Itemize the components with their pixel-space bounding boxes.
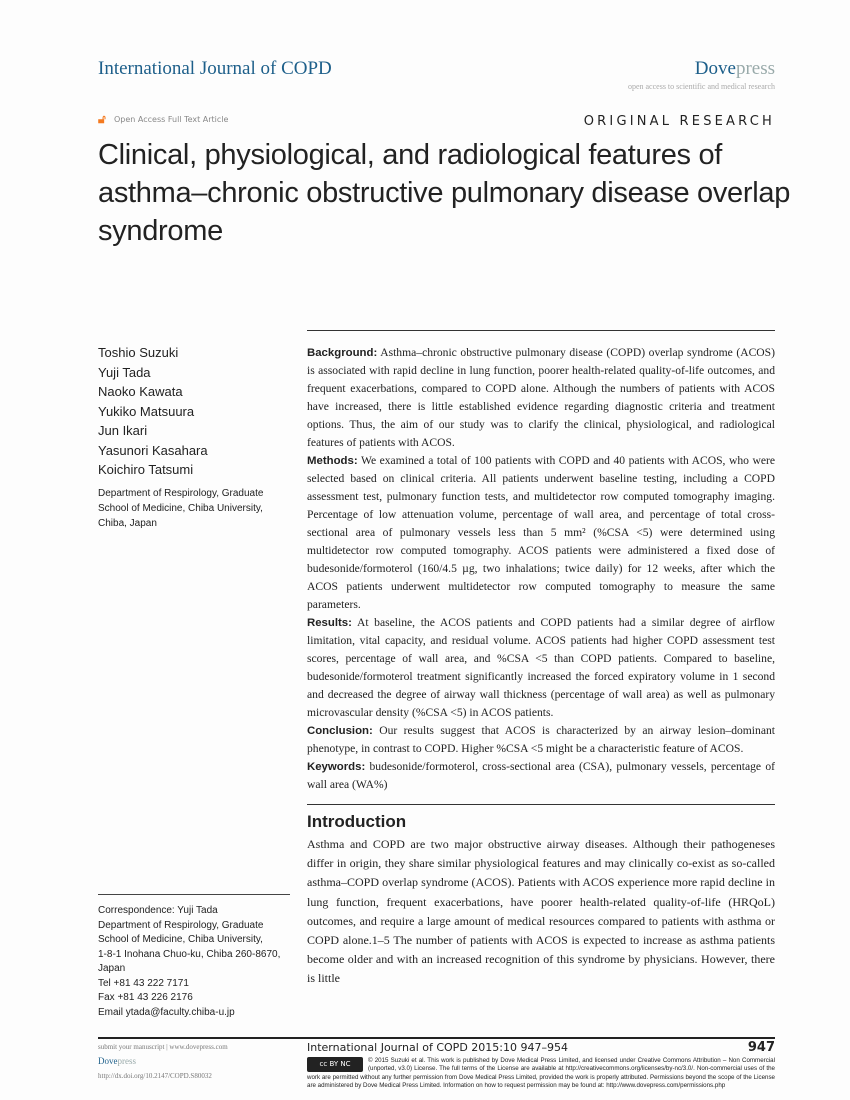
author: Koichiro Tatsumi xyxy=(98,462,194,477)
brand-a: Dove xyxy=(694,58,736,79)
divider xyxy=(307,330,775,331)
left-column xyxy=(98,343,293,531)
author: Jun Ikari xyxy=(98,423,148,438)
cc-license-icon: cc BY NC xyxy=(307,1057,363,1072)
article-title: Clinical, physiological, and radiological features of asthma–chronic obstructive pulmonary disease overlap syndrome xyxy=(98,139,791,247)
abstract-results xyxy=(307,614,775,722)
section-text: Our results suggest that ACOS is characterized by an airway lesion–dominant phenotype, in contrast to COPD. Higher %CSA <5 might be a characteristic feature of ACOS. xyxy=(307,724,775,755)
section-label: Methods: xyxy=(307,455,358,467)
brand-a: Dove xyxy=(98,1056,118,1066)
corr-line: Fax +81 43 226 2176 xyxy=(98,992,193,1003)
corr-line: Department of Respirology, Graduate School of Medicine, Chiba University, xyxy=(98,919,264,945)
license-block xyxy=(307,1057,775,1091)
author: Yasunori Kasahara xyxy=(98,442,208,458)
correspondence xyxy=(98,894,290,1020)
open-access-text: Open Access Full Text Article xyxy=(114,114,229,124)
affiliation: Department of Respirology, Graduate School of Medicine, Chiba University, Chiba, Japan xyxy=(98,487,264,529)
author: Yuji Tada xyxy=(98,364,151,380)
footer-logo xyxy=(98,1056,136,1066)
brand-b: press xyxy=(735,58,775,79)
abstract-keywords xyxy=(307,758,775,794)
corr-line: Correspondence: Yuji Tada xyxy=(98,905,218,916)
doi-link[interactable]: http://dx.doi.org/10.2147/COPD.S80032 xyxy=(98,1072,212,1080)
citation: International Journal of COPD 2015:10 947–954 xyxy=(307,1041,568,1054)
section-heading: Introduction xyxy=(307,812,407,831)
author: Yukiko Matsuura xyxy=(98,403,195,419)
open-access-label xyxy=(98,112,228,126)
brand-b: press xyxy=(117,1056,136,1066)
page-number: 947 xyxy=(747,1040,775,1055)
section-text: budesonide/formoterol, cross-sectional area (CSA), pulmonary vessels, percentage of wall area (WA%) xyxy=(307,760,775,791)
abstract xyxy=(307,344,775,794)
author: Toshio Suzuki xyxy=(98,345,179,360)
corr-email[interactable]: Email ytada@faculty.chiba-u.jp xyxy=(98,1006,235,1018)
section-label: Keywords: xyxy=(307,761,366,773)
section-text: At baseline, the ACOS patients and COPD patients had a similar degree of airflow limitation, vital capacity, and residual volume. ACOS patients had higher COPD assessment test scores, percentage of wall area, and %CSA <5 than COPD patients. Compared to baseline, budesonide/formoterol treatment significantly increased the forced expiratory volume in 1 second and decreased the degree of airway wall thickness (percentage of wall area) as well as pulmonary microvascular density (%CSA <5) in ACOS patients. xyxy=(307,616,775,719)
main-column xyxy=(307,330,775,989)
abstract-methods xyxy=(307,452,775,614)
journal-name: International Journal of COPD xyxy=(98,58,332,79)
open-access-icon: 🔓︎ xyxy=(98,112,106,126)
corr-line: Tel +81 43 222 7171 xyxy=(98,977,189,989)
author: Naoko Kawata xyxy=(98,384,183,399)
abstract-background xyxy=(307,344,775,452)
submit-link[interactable]: submit your manuscript | www.dovepress.com xyxy=(98,1043,228,1051)
license-text: © 2015 Suzuki et al. This work is published by Dove Medical Press Limited, and licensed under Creative Commons Attribution – Non Commercial (unported, v3.0) License. The full terms of the License are available at http://creativecommons.org/licenses/by-nc/3.0/. Non-commercial uses of the work are permitted without any further permission from Dove Medical Press Limited, provided the work is properly attributed. Permissions beyond the scope of the License are administered by Dove Medical Press Limited. Information on how to request permission may be found at: http://www.dovepress.com/permissions.php xyxy=(307,1057,775,1090)
section-text: We examined a total of 100 patients with COPD and 40 patients with ACOS, who were selected based on clinical criteria. All patients underwent baseline testing, including a COPD assessment test, pulmonary function tests, and multidetector row computed tomography imaging. Percentage of low attenuation volume, percentage of wall area, and percentage of total cross-sectional area of pulmonary vessels less than 5 mm² (%CSA <5) were determined using multidetector row computed tomography. ACOS patients were administered a fixed dose of budesonide/formoterol (160/4.5 µg, two inhalations; twice daily) for 12 weeks, after which the ACOS patients underwent multidetector row computed tomography to measure the same parameters. xyxy=(307,454,775,611)
intro-text: Asthma and COPD are two major obstructive airway diseases. Although their pathogeneses differ in origin, they share similar physiological features and may clinically co-exist as so-called asthma–COPD overlap syndrome (ACOS). Patients with ACOS experience more rapid decline in lung function, frequent exacerbations, have poorer health-related quality-of-life (HRQoL) outcomes, and require a large amount of medical resources compared to patients with asthma or COPD alone.1–5 The number of patients with ACOS is expected to increase as asthma patients become older and with an increased recognition of this syndrome by physicians. However, there is little xyxy=(307,837,775,986)
article-type: ORIGINAL RESEARCH xyxy=(583,114,775,129)
publisher-tagline: open access to scientific and medical research xyxy=(627,82,775,91)
footer-divider xyxy=(98,1037,775,1039)
section-label: Conclusion: xyxy=(307,725,373,737)
corr-line: 1-8-1 Inohana Chuo-ku, Chiba 260-8670, Japan xyxy=(98,948,281,974)
section-text: Asthma–chronic obstructive pulmonary disease (COPD) overlap syndrome (ACOS) is associated with rapid decline in lung function, poorer health-related quality-of-life outcomes, and frequent exacerbations, compared to COPD alone. Although the numbers of patients with ACOS have increased, there is little established evidence regarding diagnostic criteria and treatment options. Thus, the aim of our study was to clarify the clinical, physiological, and radiological features of patients with ACOS. xyxy=(307,346,775,449)
author-list xyxy=(98,343,293,480)
divider xyxy=(307,804,775,805)
section-label: Results: xyxy=(307,617,352,629)
publisher-logo xyxy=(695,58,775,80)
abstract-conclusion xyxy=(307,722,775,758)
section-label: Background: xyxy=(307,347,378,359)
